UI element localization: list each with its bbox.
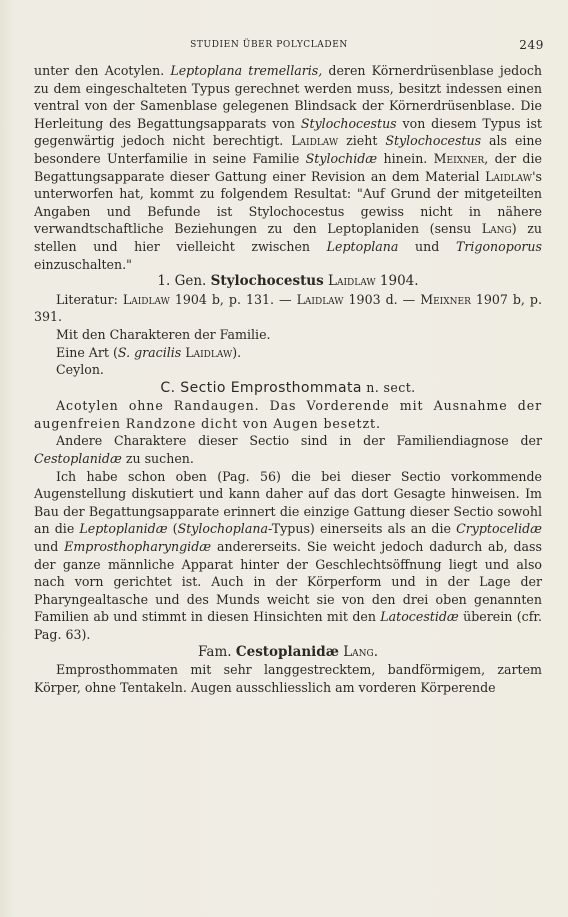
- running-title: STUDIEN ÜBER POLYCLADEN: [190, 40, 348, 50]
- paragraph-continuation: unter den Acotylen. Leptoplana tremellaris, deren Körnerdrüsenblase jedoch zu dem eingeschalteten Typus gerechnet werden muss, besitzt indessen einen ventral von der Samenblase gelegenen Blindsack der Körnerdrüsenblase. Die Herleitung des Begattungsapparats von Stylochocestus von diesem Typus ist gegenwärtig jedoch nicht berechtigt. Laidlaw zieht Stylochocestus als eine besondere Unterfamilie in seine Familie Stylochidæ hinein. Meixner, der die Begattungsapparate dieser Gattung einer Revision an dem Material Laidlaw's unterworfen hat, kommt zu folgendem Resultat: "Auf Grund der mitgeteilten Angaben und Befunde ist Stylochocestus gewiss nicht in nähere verwandtschaftliche Beziehungen zu den Leptoplaniden (sensu Lang) zu stellen und hier vielleicht zwischen Leptoplana und Trigonoporus einzuschalten.": [34, 63, 542, 272]
- genus-note-characters: Mit den Charakteren der Familie.: [56, 326, 271, 342]
- family-heading: Fam. Cestoplanidæ Lang.: [197, 643, 379, 660]
- page-body: [34, 62, 542, 696]
- section-diagnosis: Acotylen ohne Randaugen. Das Vorderende mit Ausnahme der augenfreien Randzone dicht von Augen besetzt.: [34, 398, 542, 431]
- paragraph-family-diagnosis: Emprosthommaten mit sehr langgestrecktem, bandförmigem, zartem Körper, ohne Tentakeln. Augen ausschliesslich am vorderen Körperende: [34, 662, 542, 695]
- page-number: 249: [519, 38, 544, 52]
- genus-heading: 1. Gen. Stylochocestus Laidlaw 1904.: [157, 273, 419, 290]
- literature-reference: Literatur: Laidlaw 1904 b, p. 131. — Laidlaw 1903 d. — Meixner 1907 b, p. 391.: [34, 291, 542, 325]
- genus-note-locality: Ceylon.: [56, 362, 104, 378]
- section-heading: C. Sectio Emprosthommata n. sect.: [160, 379, 416, 396]
- genus-note-species: Eine Art (S. gracilis Laidlaw).: [56, 344, 242, 360]
- paragraph-other-characters: Andere Charaktere dieser Sectio sind in der Familiendiagnose der Cestoplanidæ zu suchen.: [34, 433, 542, 467]
- paragraph-discussion: Ich habe schon oben (Pag. 56) die bei dieser Sectio vorkommende Augenstellung diskutiert und kann daher auf das dort Gesagte hinweisen. Im Bau der Begattungsapparate erinnert die einzige Gattung dieser Sectio sowohl an die Leptoplanidæ (Stylochoplana-Typus) einerseits als an die Cryptocelidæ und Emprosthopharyngidæ andererseits. Sie weicht jedoch dadurch ab, dass der ganze männliche Apparat hinter der Geschlechtsöffnung liegt und also nach vorn gerichtet ist. Auch in der Körperform und in der Lage der Pharyngealtasche und des Munds weicht sie von den drei oben genannten Familien ab und stimmt in diesen Hinsichten mit den Latocestidæ überein (cfr. Pag. 63).: [34, 468, 543, 642]
